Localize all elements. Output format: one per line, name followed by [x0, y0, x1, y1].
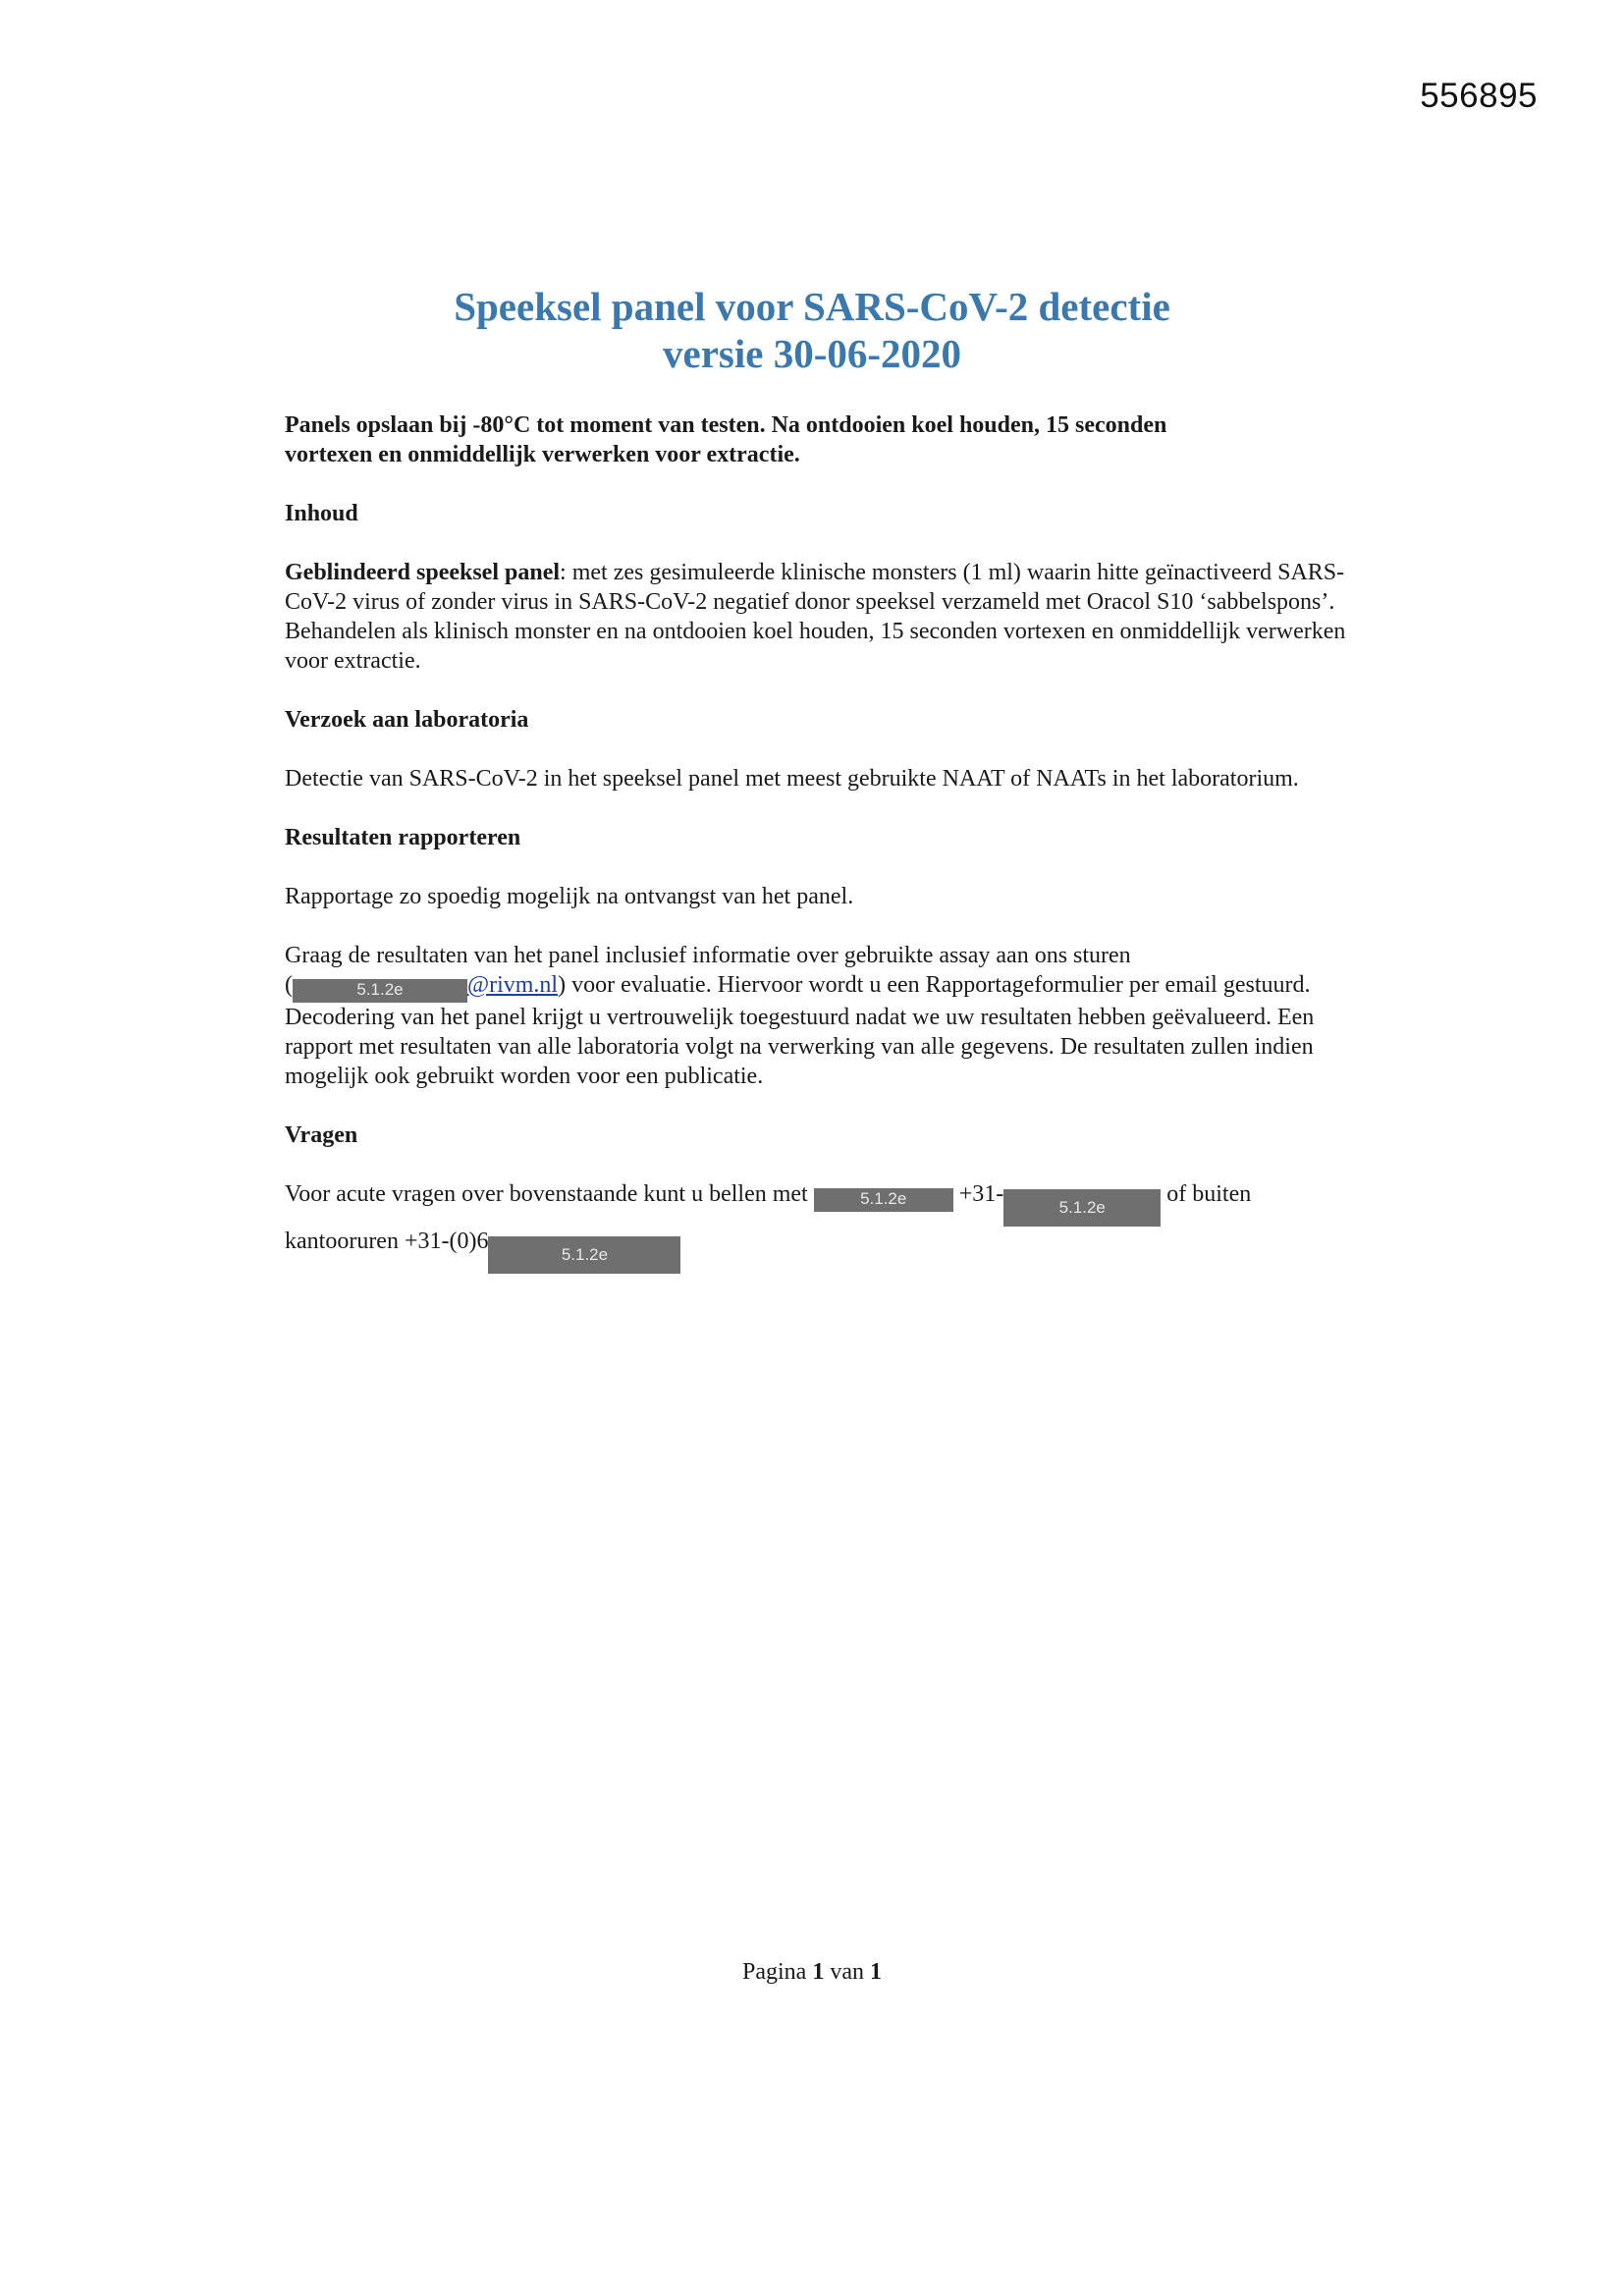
vragen-text-a: Voor acute vragen over bovenstaande kunt u bellen met	[285, 1181, 808, 1207]
title-line-1: Speeksel panel voor SARS-CoV-2 detectie	[454, 284, 1170, 329]
heading-vragen: Vragen	[285, 1122, 358, 1148]
redaction-phone-1: 5.1.2e	[1003, 1189, 1161, 1227]
intro-line-1: Panels opslaan bij -80°C tot moment van testen. Na ontdooien koel houden, 15 seconden	[285, 412, 1167, 438]
heading-inhoud: Inhoud	[285, 501, 358, 526]
redaction-phone-2: 5.1.2e	[488, 1236, 680, 1274]
document-title	[0, 283, 1624, 377]
intro-paragraph	[285, 410, 1355, 469]
resultaten-text-a: Graag de resultaten van het panel inclusief informatie over gebruikte assay aan ons sturen	[285, 943, 1131, 968]
title-line-2: versie 30-06-2020	[663, 331, 961, 376]
intro-line-2: vortexen en onmiddellijk verwerken voor extractie.	[285, 442, 800, 467]
paragraph-resultaten-2	[285, 941, 1355, 1091]
redaction-contact-name: 5.1.2e	[814, 1188, 953, 1212]
vragen-text-b: +31-	[958, 1181, 1004, 1207]
page-footer	[0, 1959, 1624, 1986]
paragraph-vragen	[285, 1179, 1355, 1274]
footer-prefix: Pagina	[742, 1959, 807, 1985]
resultaten-text-b: ) voor evaluatie. Hiervoor wordt u een Rapportageformulier per email gestuurd. Decodering van het panel krijgt u vertrouwelijk toegestuurd nadat we uw resultaten hebben geëvalueerd. Een rapport met resultaten van alle laboratoria volgt na verwerking van alle gegevens. De resultaten zullen indien mogelijk ook gebruikt worden voor een publicatie.	[285, 972, 1315, 1089]
inhoud-lead: Geblindeerd speeksel panel	[285, 560, 561, 585]
resultaten-paren-open: (	[285, 972, 293, 998]
redaction-email: 5.1.2e	[293, 979, 467, 1003]
footer-middle: van	[830, 1959, 864, 1985]
document-id: 556895	[1420, 77, 1538, 115]
heading-resultaten: Resultaten rapporteren	[285, 825, 521, 850]
footer-page-total: 1	[869, 1959, 882, 1985]
paragraph-inhoud	[285, 558, 1355, 676]
footer-page-number: 1	[812, 1959, 825, 1985]
inhoud-text: : met zes gesimuleerde klinische monsters (1 ml) waarin hitte geïnactiveerd SARS-CoV-2 virus of zonder virus in SARS-CoV-2 negatief donor speeksel verzameld met Oracol S10 ‘sabbelspons’. Behandelen als klinisch monster en na ontdooien koel houden, 15 seconden vortexen en onmiddellijk verwerken voor extractie.	[285, 560, 1346, 674]
document-body	[285, 410, 1355, 1274]
vragen-text-c: of buiten kantooruren +31-(0)6	[285, 1181, 1252, 1254]
paragraph-resultaten-1: Rapportage zo spoedig mogelijk na ontvangst van het panel.	[285, 884, 854, 909]
heading-verzoek: Verzoek aan laboratoria	[285, 707, 529, 733]
paragraph-verzoek: Detectie van SARS-CoV-2 in het speeksel panel met meest gebruikte NAAT of NAATs in het laboratorium.	[285, 766, 1299, 792]
email-link[interactable]: @rivm.nl	[467, 972, 559, 998]
